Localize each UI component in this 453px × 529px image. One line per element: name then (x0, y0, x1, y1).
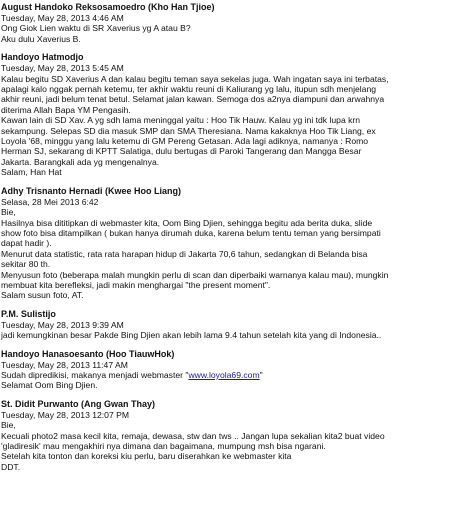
message-body (1, 23, 453, 44)
webmaster-link[interactable]: www.loyola69.com (188, 369, 260, 380)
message-line: Salam susun foto, AT. (1, 290, 84, 301)
message-date: Tuesday, May 28, 2013 9:39 AM (1, 319, 124, 330)
message-line: diterima Allah Bapa YM Pengasih. (1, 104, 131, 115)
message-body (1, 330, 453, 340)
message-line: dapat hadir ). (1, 238, 52, 249)
message-line: Menurut data statistic, rata rata harapan hidup di Jakarta 70,6 tahun, sedangkan di Belanda bisa (1, 248, 368, 259)
message-line: Aku dulu Xaverius B. (1, 33, 81, 44)
message-line: sekitar 80 th. (1, 259, 51, 270)
message-line (1, 370, 453, 380)
message-author: Handoyo Hatmodjo (1, 52, 84, 63)
message-body (1, 74, 453, 178)
message-line-text: " (259, 369, 263, 380)
message-line: Kawan lain di SD Xav. A yg sdh lama meninggal yaitu : Hoo Tik Hauw. Kalau yg ini tdk lupa krn (1, 115, 361, 126)
message-line: 'gladiresik' mau mengakhiri nya dimana dan bagaimana, mumpung msh bisa ngarani. (1, 441, 326, 451)
message-body (1, 420, 453, 472)
message-author: P.M. Sulistijo (1, 308, 56, 319)
message-line: sekampung. Selepas SD dia masuk SMP dan SMA Theresiana. Nama kakaknya Hoo Tik Liang, ex (1, 125, 376, 136)
message-line: Loyola '68, minggu yang lalu ketemu di GM Pereng Getasan. Ada lagi adiknya, namanya : Romo (1, 136, 369, 147)
message-line: Hasilnya bisa dititipkan di webmaster kita, Oom Bing Djien, sehingga begitu ada berita duka, slide (1, 217, 373, 228)
message-line: jadi kemungkinan besar Pakde Bing Djien akan lebih lama 9.4 tahun setelah kita yang di Indonesia.. (1, 330, 382, 341)
message-line: DDT. (1, 461, 21, 472)
message-entry (1, 2, 453, 44)
message-line: Bie, (1, 420, 16, 431)
message-line: Kalau begitu SD Xaverius A dan kalau begitu teman saya sekelas juga. Wah ingatan saya ini terbatas, (1, 73, 389, 84)
message-date: Tuesday, May 28, 2013 4:46 AM (1, 13, 124, 23)
message-line: akhir reuni, jadi belum tenat betul. Selamat jalan kawan. Semoga dos a2nya diampuni dan arwahnya (1, 94, 385, 105)
message-entry (1, 349, 453, 391)
message-date: Tuesday, May 28, 2013 5:45 AM (1, 63, 124, 74)
message-line: show foto bisa ditampilkan ( bukan hanya dirumah duka, karena belum tentu teman yang bersimpati (1, 227, 381, 238)
message-line-text: Sudah dipredikisi, makanya menjadi webmaster " (1, 369, 189, 380)
message-line: apalagi kalo nggak pernah ketemu, ter akhir waktu reuni di Kaliurang yg lalu, itupun sdh menjelang (1, 84, 377, 95)
message-line: Kecuali photo2 masa kecil kita, remaja, dewasa, stw dan tws .. Jangan lupa sekalian kita2 buat video (1, 430, 385, 441)
message-author: August Handoko Reksosamoedro (Kho Han Tjioe) (1, 2, 215, 12)
message-line: Herman SJ, sekarang di KPTT Salatiga, dulu bertugas di Paroki Tangerang dan Mangga Besar (1, 146, 362, 157)
message-entry (1, 52, 453, 177)
message-date: Selasa, 28 Mei 2013 6:42 (1, 196, 99, 207)
message-entry (1, 186, 453, 301)
message-entry (1, 399, 453, 472)
message-line: Menyusun foto (beberapa malah mungkin perlu di scan dan diperbaiki warnanya kalau mau), mungkin (1, 269, 389, 280)
message-body (1, 370, 453, 391)
message-entry (1, 309, 453, 341)
message-author: Adhy Trisnanto Hernadi (Kwee Hoo Liang) (1, 185, 182, 196)
message-author: St. Didit Purwanto (Ang Gwan Thay) (1, 398, 155, 409)
message-line: Selamat Oom Bing Djien. (1, 380, 98, 391)
message-line: Jakarta. Barangkali ada yg mengenalnya. (1, 156, 160, 167)
message-line: Bie, (1, 207, 16, 218)
message-author: Handoyo Hanasoesanto (Hoo TiauwHok) (1, 348, 175, 359)
message-line: Setelah kita tonton dan koreksi kiu perlu, baru diserahkan ke webmaster kita (1, 451, 292, 462)
message-body (1, 207, 453, 301)
message-line: membuat kita berefleksi, jadi makin menghargai "the present moment". (1, 279, 271, 290)
message-date: Tuesday, May 28, 2013 11:47 AM (1, 359, 128, 370)
message-line: Salam, Han Hat (1, 167, 62, 178)
message-line: Ong Giok Lien waktu di SR Xaverius yg A atau B? (1, 23, 191, 34)
message-date: Tuesday, May 28, 2013 12:07 PM (1, 409, 130, 420)
